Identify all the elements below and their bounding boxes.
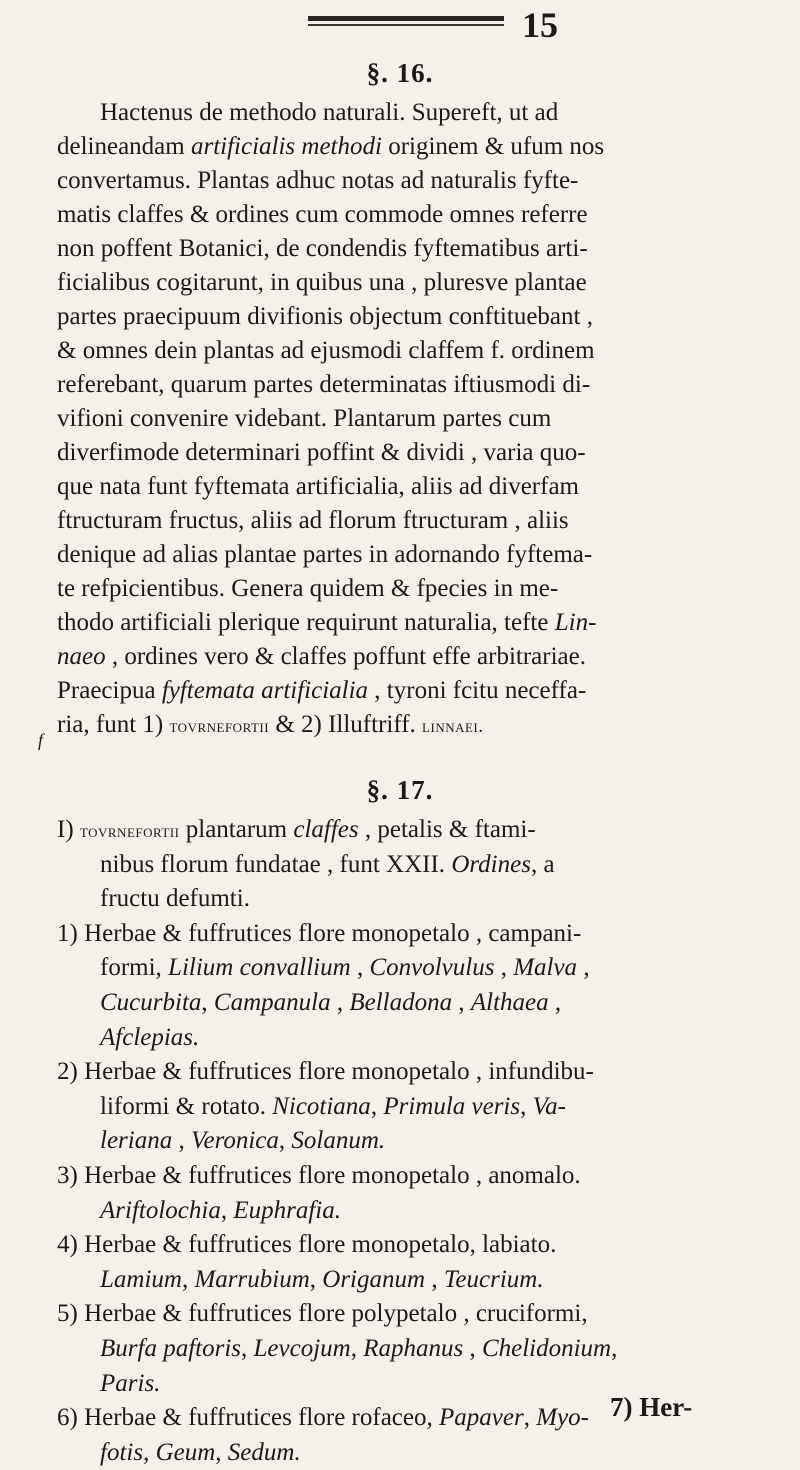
italic-run: claffes <box>293 816 359 843</box>
text-line <box>0 538 800 572</box>
text-line <box>0 1194 800 1228</box>
text-run: non poffent Botanici, de condendis fyftematibus arti- <box>57 235 588 262</box>
text-run: , <box>494 954 514 982</box>
text-line <box>0 917 800 951</box>
text-run: , <box>143 1438 156 1466</box>
italic-run: Origanum <box>322 1265 426 1293</box>
italic-run: Primula veris <box>383 1092 521 1120</box>
page-number: 15 <box>522 5 558 45</box>
text-run: formi, <box>100 954 169 982</box>
text-run: , <box>220 1196 234 1224</box>
text-run: fructu defumti. <box>100 885 250 913</box>
italic-run: fotis <box>100 1438 144 1466</box>
smallcaps-run: linnaei. <box>422 716 484 737</box>
text-line <box>0 640 800 674</box>
italic-run: Teucrium. <box>443 1265 544 1293</box>
text-line <box>0 96 800 130</box>
text-line <box>0 1332 800 1366</box>
text-line <box>0 436 800 470</box>
italic-run: Va- <box>532 1092 566 1120</box>
text-run: , <box>370 1092 384 1120</box>
text-run: , <box>523 1404 537 1432</box>
italic-run: Levcojum <box>253 1335 351 1362</box>
text-run: , <box>611 1335 618 1362</box>
italic-run: Sedum. <box>227 1438 301 1466</box>
italic-run: Papaver <box>438 1404 524 1432</box>
italic-run: Lin- <box>554 609 597 636</box>
text-line <box>0 1297 800 1331</box>
text-run: , <box>172 1127 191 1155</box>
text-run: nibus florum fundatae , funt XXII. <box>100 850 452 878</box>
text-line <box>0 1228 800 1262</box>
text-line <box>0 606 800 640</box>
italic-run: naeo <box>57 643 106 670</box>
section-heading-17: §. 17. <box>366 775 434 805</box>
text-run: vifioni convenire videbant. Plantarum partes cum <box>57 405 552 432</box>
text-run: , a <box>530 850 555 878</box>
text-line <box>0 674 800 708</box>
text-line <box>0 198 800 232</box>
italic-run: Solanum. <box>291 1127 386 1155</box>
text-run: partes praecipuum divifionis objectum conftituebant , <box>57 303 593 330</box>
text-run: ria, funt 1) <box>57 711 170 738</box>
margin-mark: f <box>38 730 44 750</box>
text-run: matis claffes & ordines cum commode omnes referre <box>57 201 588 228</box>
text-run: , <box>463 1335 482 1362</box>
text-run: ftructuram fructus, aliis ad florum ftructuram , aliis <box>57 507 569 534</box>
text-run: , <box>241 1335 254 1362</box>
italic-run: Veronica <box>190 1127 279 1155</box>
text-line <box>0 368 800 402</box>
text-run: diverfimode determinari poffint & dividi , varia quo- <box>57 439 586 466</box>
text-line <box>0 232 800 266</box>
text-run: , tyroni fcitu neceffa- <box>368 677 587 704</box>
italic-run: Belladona <box>349 989 453 1016</box>
smallcaps-run: tovrnefortii <box>79 821 180 842</box>
text-run: , <box>577 954 590 982</box>
text-run: 2) Herbae & fuffrutices flore monopetalo , infundibu- <box>57 1058 594 1086</box>
smallcaps-run: tovrnefortii <box>169 716 270 737</box>
text-run: , <box>350 1335 364 1362</box>
italic-run: Raphanus <box>363 1335 464 1362</box>
italic-run: Marrubium <box>194 1265 310 1293</box>
text-run: , <box>425 1265 444 1293</box>
text-run: Hactenus de methodo naturali. Supereft, ut ad <box>100 99 559 126</box>
text-line <box>0 1436 800 1470</box>
text-line <box>0 1159 800 1193</box>
text-run: Praecipua <box>57 677 162 704</box>
text-run: que nata funt fyftemata artificialia, aliis ad diverfam <box>57 473 579 500</box>
italic-run: Convolvulus <box>369 954 495 982</box>
text-run: 3) Herbae & fuffrutices flore monopetalo , anomalo. <box>57 1162 581 1189</box>
text-line <box>0 848 800 882</box>
text-run: 6) Herbae & fuffrutices flore rofaceo, <box>57 1404 439 1432</box>
italic-run: Myo- <box>536 1404 589 1432</box>
text-run: , petalis & ftami- <box>358 816 536 843</box>
text-line <box>0 470 800 504</box>
italic-run: Cucurbita <box>100 989 202 1016</box>
text-run: , ordines vero & claffes poffunt effe arbitrariae. <box>105 643 586 670</box>
text-run: , <box>278 1127 292 1155</box>
text-line <box>0 504 800 538</box>
text-run: , <box>215 1438 228 1466</box>
text-line <box>0 402 800 436</box>
text-run: convertamus. Plantas adhuc notas ad naturalis fyfte- <box>57 167 579 194</box>
italic-run: artificialis methodi <box>190 133 382 160</box>
text-line <box>0 813 800 847</box>
italic-run: Campanula <box>213 989 331 1016</box>
header-rule <box>308 16 504 21</box>
italic-run: Lilium convallium <box>168 954 351 982</box>
section-heading-16: §. 16. <box>366 58 434 88</box>
text-run: , <box>548 989 562 1016</box>
text-line <box>0 882 800 916</box>
text-line <box>0 986 800 1020</box>
text-line <box>0 1090 800 1124</box>
text-run: , <box>181 1265 195 1293</box>
italic-run: Malva <box>513 954 578 982</box>
italic-run: Ordines <box>451 850 531 878</box>
italic-run: Burfa paftoris <box>100 1335 241 1362</box>
italic-run: Afclepias. <box>100 1023 200 1051</box>
text-run: liformi & rotato. <box>100 1092 273 1120</box>
italic-run: Althaea <box>470 989 549 1016</box>
text-run: originem & ufum nos <box>381 133 605 160</box>
text-run: 5) Herbae & fuffrutices flore polypetalo , cruciformi, <box>57 1300 588 1328</box>
text-run: te refpicientibus. Genera quidem & fpecies in me- <box>57 575 559 602</box>
text-run: , <box>350 954 370 982</box>
text-line <box>0 1021 800 1055</box>
text-run: denique ad alias plantae partes in adornando fyftema- <box>57 541 593 568</box>
text-line <box>0 572 800 606</box>
italic-run: leriana <box>100 1127 173 1155</box>
italic-run: Chelidonium <box>481 1335 612 1362</box>
italic-run: Geum <box>155 1438 216 1466</box>
text-run: & 2) Illuftriff. <box>269 711 423 738</box>
header-rule-thin <box>308 24 504 26</box>
text-line <box>0 164 800 198</box>
text-line <box>0 1055 800 1089</box>
text-line <box>0 130 800 164</box>
italic-run: Euphrafia. <box>233 1196 341 1224</box>
text-run: referebant, quarum partes determinatas iftiusmodi di- <box>57 371 591 398</box>
text-line <box>0 1124 800 1158</box>
text-run: thodo artificiali plerique requirunt naturalia, tefte <box>57 609 555 636</box>
text-line <box>0 334 800 368</box>
italic-run: Paris. <box>100 1369 161 1397</box>
text-run: 1) Herbae & fuffrutices flore monopetalo , campani- <box>57 919 582 947</box>
italic-run: fyftemata artificialia <box>161 677 369 704</box>
text-run: , <box>309 1265 323 1293</box>
text-line <box>0 1263 800 1297</box>
italic-run: Lamium <box>100 1265 182 1293</box>
italic-run: Ariftolochia <box>100 1196 221 1224</box>
text-line <box>0 951 800 985</box>
text-run: , <box>452 989 471 1016</box>
text-run: 4) Herbae & fuffrutices flore monopetalo, labiato. <box>57 1231 557 1259</box>
text-run: & omnes dein plantas ad ejusmodi claffem f. ordinem <box>57 337 595 364</box>
text-line <box>0 300 800 334</box>
text-run: , <box>520 1092 533 1120</box>
text-run: , <box>330 989 350 1016</box>
italic-run: Nicotiana <box>272 1092 371 1120</box>
text-run: delineandam <box>57 133 191 160</box>
text-line <box>0 266 800 300</box>
text-run: ficialibus cogitarunt, in quibus una , pluresve plantae <box>57 269 587 296</box>
catchword: 7) Her- <box>610 1392 693 1422</box>
text-run: , <box>201 989 214 1016</box>
text-run: plantarum <box>179 816 294 843</box>
text-line <box>0 708 800 742</box>
text-run: I) <box>57 816 80 843</box>
